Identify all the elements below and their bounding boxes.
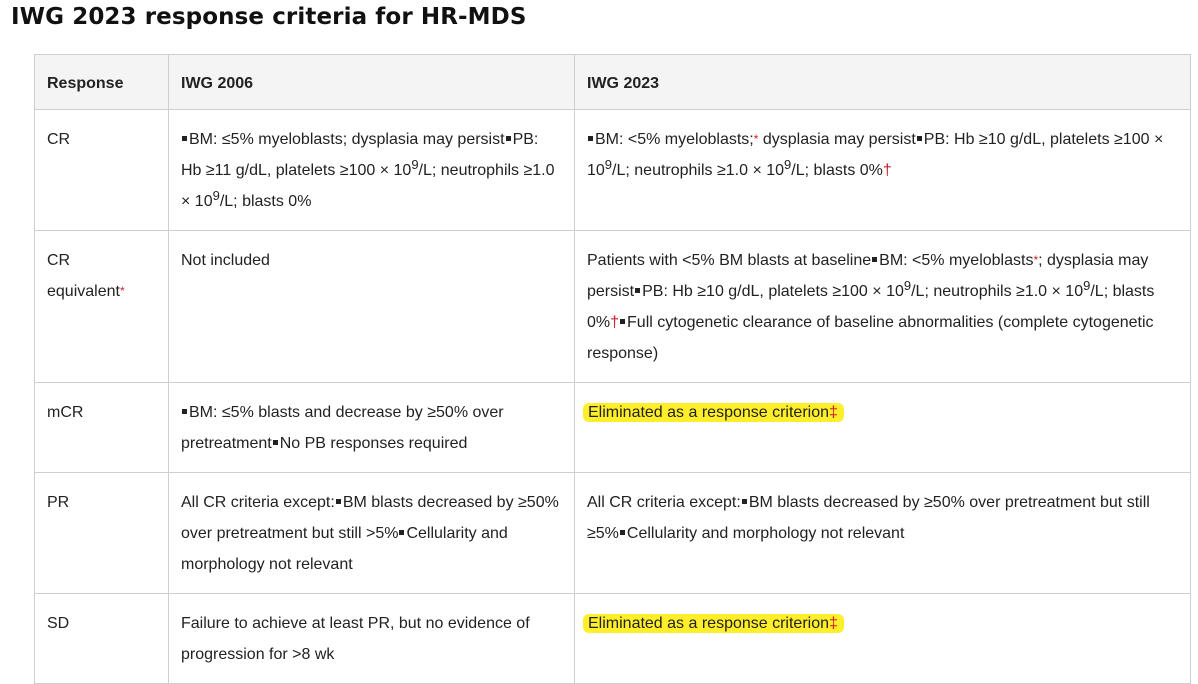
iwg2023-cr-cell bbox=[575, 110, 1191, 231]
cr-equiv-2023-dysplasia-text: ; dysplasia may persist bbox=[587, 252, 1149, 300]
bullet-square-icon bbox=[872, 257, 877, 262]
response-criteria-table bbox=[34, 54, 1191, 684]
footnote-dagger: † bbox=[610, 314, 620, 331]
cr-2006-blasts-text: /L; blasts 0% bbox=[219, 193, 312, 210]
highlighted-eliminated-note bbox=[587, 614, 841, 633]
iwg2023-pr-cell bbox=[575, 473, 1191, 594]
response-label-sd: SD bbox=[35, 594, 169, 684]
column-header-response: Response bbox=[35, 55, 169, 110]
cr-2006-bm-text: BM: ≤5% myeloblasts; dysplasia may persist bbox=[189, 131, 505, 148]
cr-2023-bm-text: BM: <5% myeloblasts; bbox=[595, 131, 754, 148]
response-label-mcr: mCR bbox=[35, 383, 169, 473]
bullet-square-icon bbox=[336, 499, 341, 504]
superscript-nine: 9 bbox=[1083, 278, 1091, 293]
column-header-iwg-2006: IWG 2006 bbox=[169, 55, 575, 110]
iwg2023-sd-cell bbox=[575, 594, 1191, 684]
bullet-square-icon bbox=[917, 136, 922, 141]
cr-equiv-2023-pb-text: PB: Hb ≥10 g/dL, platelets ≥100 × 10 bbox=[642, 283, 904, 300]
table-row-cr bbox=[35, 110, 1191, 231]
iwg2006-cr-equivalent-cell: Not included bbox=[169, 231, 575, 383]
iwg2023-mcr-cell bbox=[575, 383, 1191, 473]
iwg2006-sd-cell: Failure to achieve at least PR, but no evidence of progression for >8 wk bbox=[169, 594, 575, 684]
bullet-square-icon bbox=[742, 499, 747, 504]
cr-equiv-label-line2: equivalent bbox=[47, 283, 120, 300]
table-row-sd bbox=[35, 594, 1191, 684]
bullet-square-icon bbox=[620, 319, 625, 324]
cr-2023-neutrophils-text: /L; neutrophils ≥1.0 × 10 bbox=[612, 162, 785, 179]
cr-2023-pb-text: PB: Hb ≥10 g/dL, platelets ≥100 × 10 bbox=[587, 131, 1164, 179]
iwg2006-mcr-cell bbox=[169, 383, 575, 473]
table-row-pr bbox=[35, 473, 1191, 594]
response-label-cr-equivalent bbox=[35, 231, 169, 383]
cr-equiv-2023-bm-text: BM: <5% myeloblasts bbox=[879, 252, 1034, 269]
response-label-pr: PR bbox=[35, 473, 169, 594]
bullet-square-icon bbox=[620, 530, 625, 535]
pr-2006-blasts-text: BM blasts decreased by ≥50% over pretreatment but still >5% bbox=[181, 494, 559, 542]
superscript-nine: 9 bbox=[411, 157, 419, 172]
superscript-nine: 9 bbox=[604, 157, 613, 172]
response-label-cr: CR bbox=[35, 110, 169, 231]
bullet-square-icon bbox=[273, 440, 278, 445]
footnote-double-dagger: ‡ bbox=[829, 615, 838, 632]
cr-equiv-2023-blasts-text: /L; blasts 0% bbox=[587, 283, 1155, 331]
iwg2023-cr-equivalent-cell bbox=[575, 231, 1191, 383]
pr-2023-cellularity-text: Cellularity and morphology not relevant bbox=[626, 525, 905, 542]
page-title: IWG 2023 response criteria for HR-MDS bbox=[11, 4, 527, 30]
cr-2023-dysplasia-text: dysplasia may persist bbox=[758, 131, 916, 148]
footnote-asterisk: * bbox=[119, 284, 125, 298]
cr-equiv-2023-cytogenetic-text: Full cytogenetic clearance of baseline abnormalities (complete cytogenetic response) bbox=[587, 314, 1154, 362]
bullet-square-icon bbox=[588, 136, 593, 141]
bullet-square-icon bbox=[182, 409, 187, 414]
cr-equiv-2023-neutrophils-text: /L; neutrophils ≥1.0 × 10 bbox=[911, 283, 1084, 300]
footnote-dagger: † bbox=[882, 162, 892, 179]
superscript-nine: 9 bbox=[903, 278, 912, 293]
pr-2006-cellularity-text: Cellularity and morphology not relevant bbox=[181, 525, 508, 573]
footnote-asterisk: * bbox=[753, 132, 759, 146]
table-row-cr-equivalent bbox=[35, 231, 1191, 383]
bullet-square-icon bbox=[635, 288, 640, 293]
sd-2023-eliminated-text: Eliminated as a response criterion bbox=[588, 615, 830, 632]
superscript-nine: 9 bbox=[784, 157, 792, 172]
footnote-double-dagger: ‡ bbox=[829, 404, 838, 421]
iwg2006-cr-cell bbox=[169, 110, 575, 231]
footnote-asterisk: * bbox=[1033, 253, 1039, 267]
pr-2006-except-text: All CR criteria except: bbox=[181, 494, 335, 511]
table-header-row bbox=[35, 55, 1191, 110]
bullet-square-icon bbox=[182, 136, 187, 141]
superscript-nine: 9 bbox=[212, 188, 220, 203]
cr-2023-blasts-text: /L; blasts 0% bbox=[791, 162, 883, 179]
mcr-2006-pb-text: No PB responses required bbox=[279, 435, 468, 452]
mcr-2006-bm-text: BM: ≤5% blasts and decrease by ≥50% over pretreatment bbox=[181, 404, 504, 452]
cr-2006-neutrophils-text: /L; neutrophils ≥1.0 × 10 bbox=[181, 162, 555, 210]
bullet-square-icon bbox=[506, 136, 511, 141]
cr-equiv-2023-baseline-text: Patients with <5% BM blasts at baseline bbox=[587, 252, 872, 269]
pr-2023-except-text: All CR criteria except: bbox=[587, 494, 741, 511]
highlighted-eliminated-note bbox=[587, 403, 841, 422]
pr-2023-blasts-text: BM blasts decreased by ≥50% over pretreatment but still ≥5% bbox=[587, 494, 1150, 542]
column-header-iwg-2023: IWG 2023 bbox=[575, 55, 1191, 110]
table-row-mcr bbox=[35, 383, 1191, 473]
bullet-square-icon bbox=[399, 530, 404, 535]
cr-equiv-label-line1: CR bbox=[47, 252, 71, 269]
mcr-2023-eliminated-text: Eliminated as a response criterion bbox=[588, 404, 830, 421]
cr-2006-pb-text: PB: Hb ≥11 g/dL, platelets ≥100 × 10 bbox=[181, 131, 539, 179]
iwg2006-pr-cell bbox=[169, 473, 575, 594]
